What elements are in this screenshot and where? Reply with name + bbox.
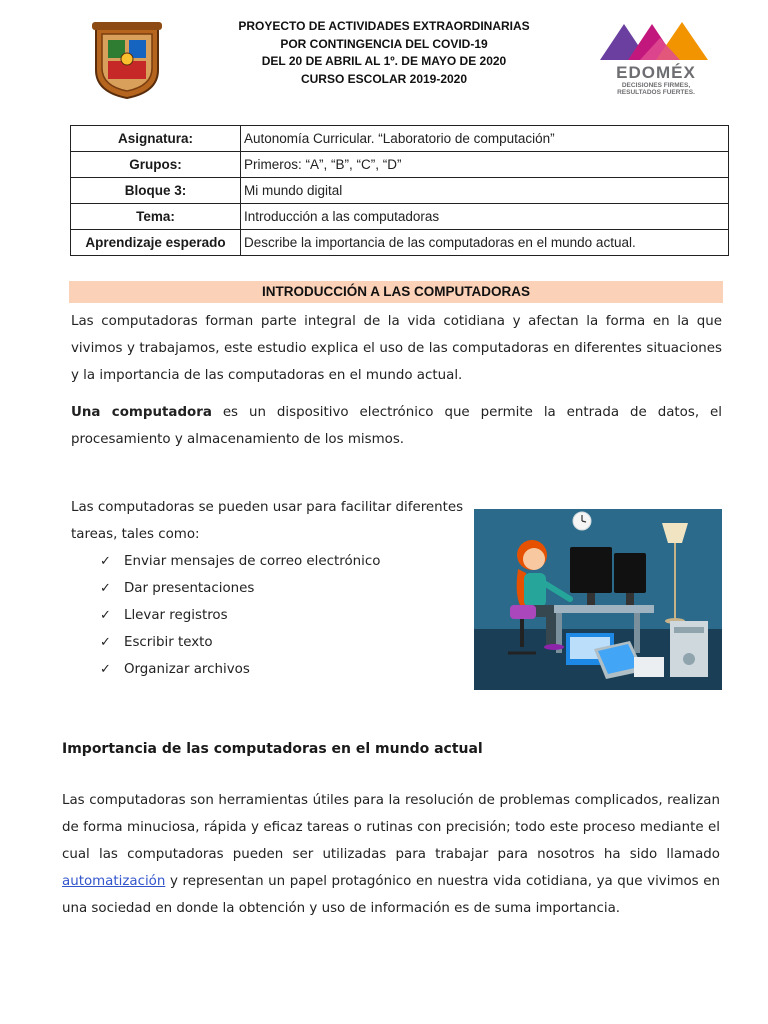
tasks-intro: Las computadoras se pueden usar para facilitar diferentes tareas, tales como: [71, 500, 464, 542]
header-line-3: DEL 20 DE ABRIL AL 1º. DE MAYO DE 2020 [261, 54, 507, 68]
table-label: Bloque 3: [71, 178, 241, 204]
header-line-2: POR CONTINGENCIA DEL COVID-19 [280, 37, 488, 51]
table-label: Asignatura: [71, 126, 241, 152]
automatizacion-link[interactable]: automatización [62, 874, 166, 889]
table-label: Tema: [71, 204, 241, 230]
table-row [71, 230, 729, 256]
list-item: ✓ Dar presentaciones [100, 575, 380, 602]
importance-heading: Importancia de las computadoras en el mundo actual [62, 741, 483, 757]
edomex-tagline-2: RESULTADOS FUERTES. [617, 89, 695, 96]
table-value: Mi mundo digital [241, 178, 729, 204]
computer-office-illustration [474, 509, 722, 690]
table-row [71, 178, 729, 204]
task-list [100, 548, 380, 683]
list-item: ✓ Enviar mensajes de correo electrónico [100, 548, 380, 575]
table-row [71, 204, 729, 230]
definition-text: es un dispositivo electrónico que permite la entrada de datos, el procesamiento y almacenamiento de los mismos. [71, 405, 722, 447]
edomex-mountains-icon [600, 20, 712, 60]
list-item: ✓ Escribir texto [100, 629, 380, 656]
definition-term: Una computadora [71, 405, 212, 420]
table-label: Aprendizaje esperado [71, 230, 241, 256]
info-table [70, 125, 729, 256]
checkmark-icon: ✓ [100, 554, 111, 569]
table-row [71, 126, 729, 152]
table-label: Grupos: [71, 152, 241, 178]
state-seal-icon [86, 20, 168, 100]
definition-paragraph [71, 399, 722, 453]
checkmark-icon: ✓ [100, 608, 111, 623]
table-value: Describe la importancia de las computadoras en el mundo actual. [241, 230, 729, 256]
list-item: ✓ Llevar registros [100, 602, 380, 629]
edomex-logo-text: EDOMÉX [616, 63, 696, 82]
edomex-logo [600, 20, 712, 96]
header-line-1: PROYECTO DE ACTIVIDADES EXTRAORDINARIAS [238, 19, 530, 33]
checkmark-icon: ✓ [100, 581, 111, 596]
intro-paragraph: Las computadoras forman parte integral de la vida cotidiana y afectan la forma en la que vivimos y trabajamos, este estudio explica el uso de las computadoras en diferentes situaciones y la importancia de las computadoras en el mundo actual. [71, 314, 722, 383]
importance-paragraph: Las computadoras son herramientas útiles para la resolución de problemas complicados, realizan de forma minuciosa, rápida y eficaz tareas o rutinas con precisión; todo este proceso mediante el cual las computadoras pueden ser utilizadas para trabajar para nosotros ha sido llamado automatización y representan un papel protagónico en nuestra vida cotidiana, ya que vivimos en una sociedad en donde la obtención y uso de información es de suma importancia. [62, 793, 720, 916]
checkmark-icon: ✓ [100, 662, 111, 677]
edomex-tagline-1: DECISIONES FIRMES, [621, 82, 691, 89]
table-value: Introducción a las computadoras [241, 204, 729, 230]
section-title: INTRODUCCIÓN A LAS COMPUTADORAS [69, 281, 723, 303]
table-value: Primeros: “A”, “B”, “C”, “D” [241, 152, 729, 178]
table-row [71, 152, 729, 178]
list-item: ✓ Organizar archivos [100, 656, 380, 683]
table-value: Autonomía Curricular. “Laboratorio de computación” [241, 126, 729, 152]
checkmark-icon: ✓ [100, 635, 111, 650]
header-line-4: CURSO ESCOLAR 2019-2020 [300, 72, 468, 86]
